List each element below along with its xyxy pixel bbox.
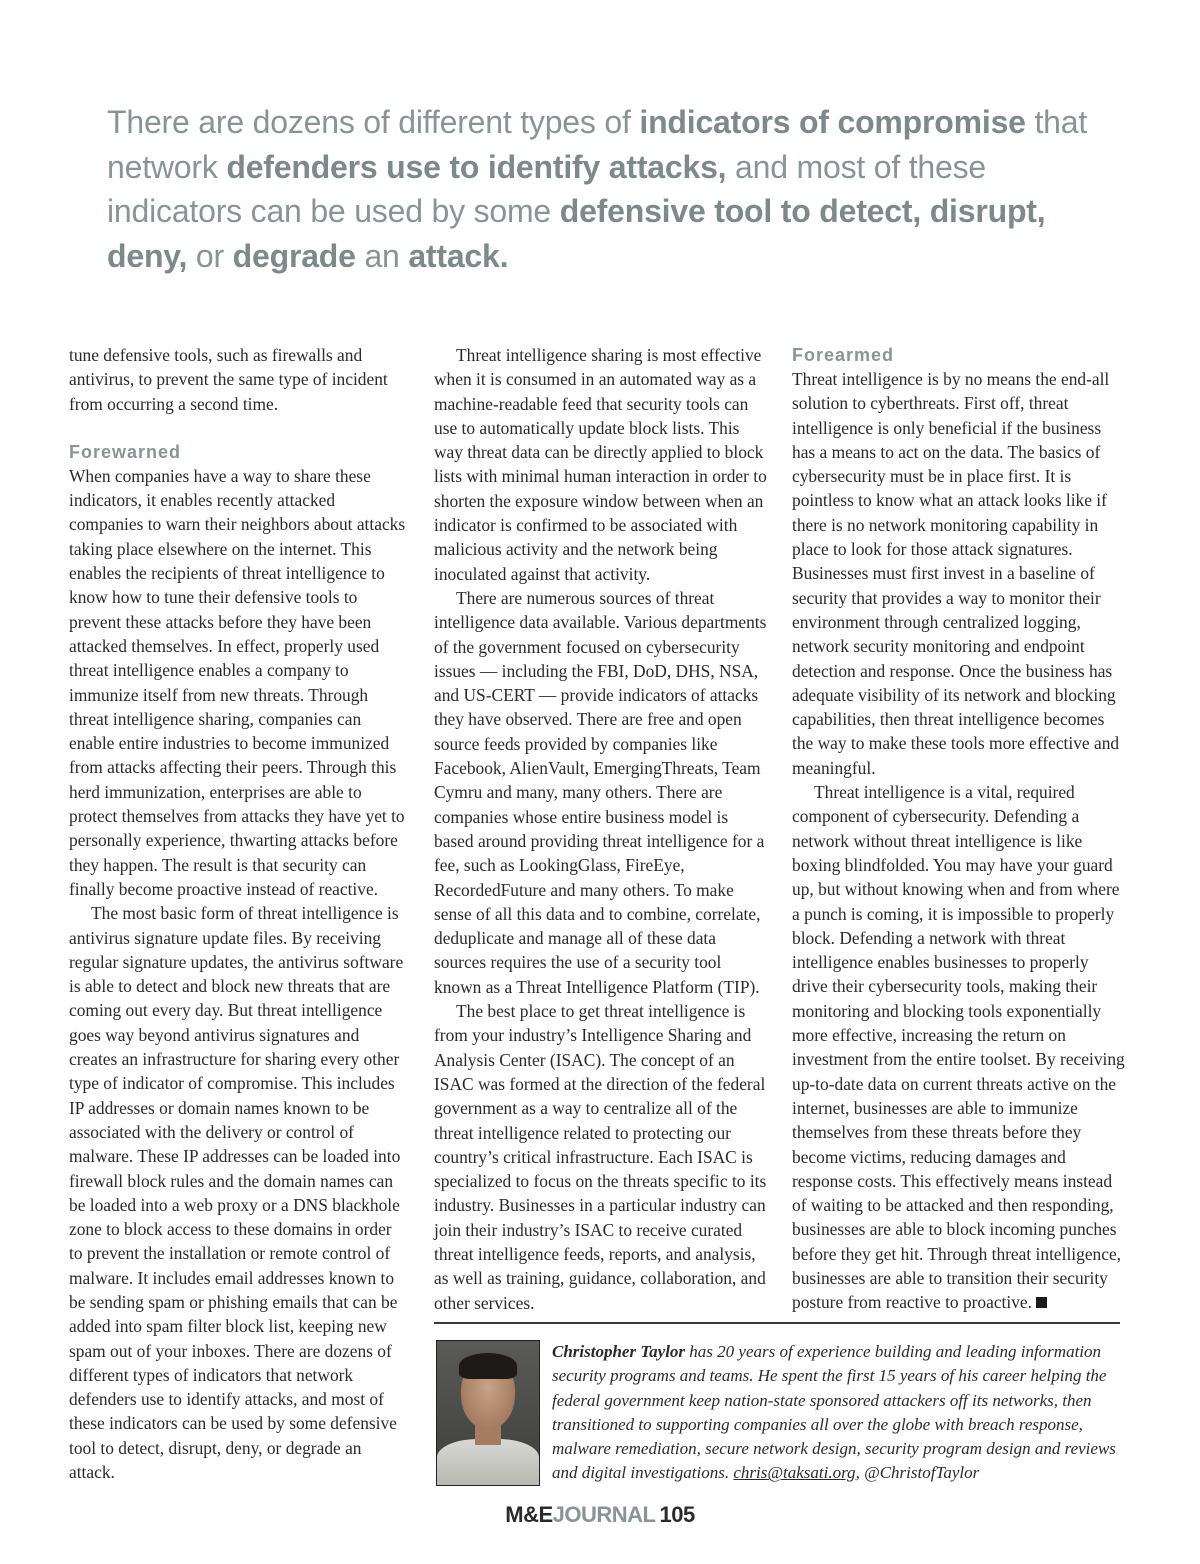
pull-quote-text: There are dozens of different types of (107, 104, 640, 140)
article-column-2 (434, 343, 770, 1315)
author-bio-separator: , (855, 1463, 865, 1483)
pull-quote-text: an (355, 237, 409, 274)
body-paragraph: Threat intelligence is by no means the end-all solution to cyberthreats. First off, threat intelligence is only beneficial if the business has a means to act on the data. The basics of cybersecurity must be in place first. It is pointless to know what an attack looks like if there is no network monitoring capability in place to look for those attack signatures. Businesses must first invest in a baseline of security that provides a way to monitor their environment through centralized logging, network security monitoring and endpoint detection and response. Once the business has adequate visibility of its network and blocking capabilities, then threat intelligence becomes the way to make these tools more effective and meaningful. (792, 369, 1120, 778)
pull-quote (107, 100, 1107, 278)
author-bio-text: has 20 years of experience building and leading information security programs and teams. He spent the first 15 years of his career helping the federal government keep nation-state sponsored attackers off its networks, then transitioned to supporting companies all over the globe with breach response, malware remediation, secure network design, security program design and reviews and digital investigations. (552, 1342, 1116, 1483)
author-photo (436, 1340, 540, 1486)
author-twitter-handle[interactable]: @ChristofTaylor (864, 1463, 980, 1483)
body-paragraph: The most basic form of threat intelligence is antivirus signature update files. By receiving regular signature updates, the antivirus software is able to detect and block new threats that are coming out every day. But threat intelligence goes way beyond antivirus signatures and creates an infrastructure for sharing every other type of indicator of compromise. This includes IP addresses or domain names known to be associated with the delivery or control of malware. These IP addresses can be loaded into firewall block rules and the domain names can be loaded into a web proxy or a DNS blackhole zone to block access to these domains in order to prevent the installation or remote control of malware. It includes email addresses known to be sending spam or phishing emails that can be added into spam filter block list, keeping new spam out of your inboxes. There are dozens of different types of indicators that network defenders use to identify attacks, and most of these indicators can be used by some defensive tool to detect, disrupt, deny, or degrade an attack. (69, 903, 404, 1483)
body-text: Threat intelligence is a vital, required component of cybersecurity. Defending a network without threat intelligence is like boxing blindfolded. You may have your guard up, but without knowing when and from where a punch is coming, it is impossible to properly block. Defending a network with threat intelligence enables businesses to properly drive their cybersecurity tools, making their monitoring and blocking tools exponentially more effective, increasing the return on investment from the entire toolset. By receiving up-to-date data on current threats active on the internet, businesses are able to immunize themselves from these threats before they become victims, reducing damages and response costs. This effectively means instead of waiting to be attacked and then responding, businesses are able to block incoming punches before they get hit. Through threat intelligence, businesses are able to transition their security posture from reactive to proactive. (792, 782, 1125, 1313)
body-paragraph: Threat intelligence sharing is most effective when it is consumed in an automated way as a machine-readable feed that security tools can use to automatically update block lists. This way threat data can be directly applied to block lists with minimal human interaction in order to shorten the exposure window between when an indicator is confirmed to be associated with malicious activity and the network being inoculated against that activity. (434, 345, 767, 584)
page-footer (0, 1502, 1200, 1528)
pull-quote-emphasis: attack. (408, 237, 509, 274)
body-paragraph: There are numerous sources of threat intelligence data available. Various departments of the government focused on cybersecurity issues — including the FBI, DoD, DHS, NSA, and US-CERT — provide indicators of attacks they have observed. There are free and open source feeds provided by companies like Facebook, AlienVault, EmergingThreats, Team Cymru and many, many others. There are companies whose entire business model is based around providing threat intelligence for a fee, such as LookingGlass, FireEye, RecordedFuture and many others. To make sense of all this data and to combine, correlate, deduplicate and manage all of these data sources requires the use of a security tool known as a Threat Intelligence Platform (TIP). (434, 587, 767, 997)
end-of-article-mark-icon (1036, 1297, 1047, 1308)
section-heading-forewarned: Forewarned (69, 441, 182, 462)
author-photo-shirt (437, 1439, 539, 1485)
author-photo-hair (459, 1353, 517, 1379)
article-column-1 (69, 343, 409, 1484)
pull-quote-text: or (187, 237, 233, 274)
pull-quote-emphasis: degrade (232, 237, 356, 274)
footer-brand-journal: JOURNAL (552, 1502, 656, 1527)
pull-quote-text: that network (107, 104, 1088, 185)
page-number: 105 (659, 1502, 695, 1527)
body-paragraph (792, 780, 1128, 1315)
pull-quote-emphasis: defenders use to identify attacks, (226, 148, 727, 185)
pull-quote-text: and most of these indicators can be used by some (107, 148, 987, 229)
bio-divider (434, 1322, 1120, 1324)
author-bio (552, 1340, 1122, 1486)
article-column-3 (792, 343, 1128, 1315)
author-name: Christopher Taylor (552, 1342, 686, 1361)
section-heading-forearmed: Forearmed (792, 345, 895, 365)
pull-quote-emphasis: defensive tool to detect, disrupt, deny, (107, 193, 1046, 274)
body-paragraph: The best place to get threat intelligence is from your industry’s Intelligence Sharing and Analysis Center (ISAC). The concept of an ISAC was formed at the direction of the federal government as a way to centralize all of the threat intelligence related to protecting our country’s critical infrastructure. Each ISAC is specialized to focus on the threats specific to its industry. Businesses in a particular industry can join their industry’s ISAC to receive curated threat intelligence feeds, reports, and analysis, as well as training, guidance, collaboration, and other services. (434, 1001, 767, 1313)
pull-quote-emphasis: indicators of compromise (639, 104, 1026, 140)
body-paragraph: tune defensive tools, such as firewalls and antivirus, to prevent the same type of incident from occurring a second time. (69, 345, 388, 414)
body-paragraph: When companies have a way to share these indicators, it enables recently attacked companies to warn their neighbors about attacks taking place elsewhere on the internet. This enables the recipients of threat intelligence to know how to tune their defensive tools to prevent these attacks before they have been attacked themselves. In effect, properly used threat intelligence enables a company to immunize itself from new threats. Through threat intelligence sharing, companies can enable entire industries to become immunized from attacks affecting their peers. Through this herd immunization, enterprises are able to protect themselves from attacks they have yet to personally experience, thwarting attacks before they happen. The result is that security can finally become proactive instead of reactive. (69, 465, 406, 899)
footer-brand-me: M&E (505, 1502, 553, 1527)
author-email-link[interactable]: chris@taksati.org (733, 1463, 856, 1483)
